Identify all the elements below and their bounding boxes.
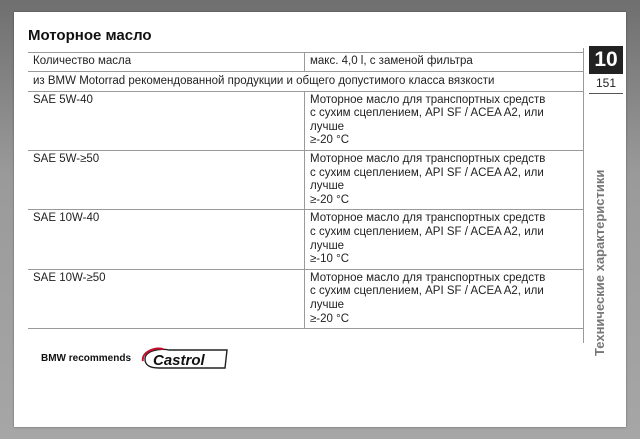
table-row <box>28 53 584 72</box>
oil-spec-table <box>28 52 584 329</box>
desc-line: лучше <box>310 239 345 252</box>
oil-description <box>305 269 585 328</box>
temperature-limit: ≥-20 °C <box>310 193 350 206</box>
desc-line: лучше <box>310 120 345 133</box>
oil-description <box>305 150 585 209</box>
oil-grade: SAE 5W-40 <box>28 91 305 150</box>
desc-line: лучше <box>310 298 345 311</box>
oil-description <box>305 210 585 269</box>
desc-line: Моторное масло для транспортных средств <box>310 212 546 225</box>
chapter-title-vertical: Технические характеристики <box>592 169 607 356</box>
desc-line: Моторное масло для транспортных средств <box>310 152 546 165</box>
desc-line: с сухим сцеплением, API SF / ACEA A2, или <box>310 225 544 238</box>
desc-line: с сухим сцеплением, API SF / ACEA A2, или <box>310 285 544 298</box>
sidebar-divider <box>583 48 584 343</box>
temperature-limit: ≥-20 °C <box>310 134 350 147</box>
oil-quantity-label: Количество масла <box>28 53 305 72</box>
table-row <box>28 91 584 150</box>
section-title: Моторное масло <box>28 27 152 44</box>
table-row <box>28 210 584 269</box>
desc-line: Моторное масло для транспортных средств <box>310 93 546 106</box>
recommendation-note: из BMW Motorrad рекомендованной продукции и общего допустимого класса вязкости <box>28 71 584 91</box>
castrol-logo-text: Castrol <box>153 352 205 369</box>
temperature-limit: ≥-10 °C <box>310 253 350 266</box>
page-number: 151 <box>595 76 617 90</box>
oil-description <box>305 91 585 150</box>
bmw-recommends-label: BMW recommends <box>41 353 132 364</box>
desc-line: лучше <box>310 180 345 193</box>
desc-line: с сухим сцеплением, API SF / ACEA A2, или <box>310 107 544 120</box>
chapter-number: 10 <box>589 46 623 74</box>
temperature-limit: ≥-20 °C <box>310 312 350 325</box>
oil-quantity-value: макс. 4,0 l, с заменой фильтра <box>305 53 585 72</box>
page-number-rule <box>589 93 623 94</box>
desc-line: с сухим сцеплением, API SF / ACEA A2, или <box>310 166 544 179</box>
desc-line: Моторное масло для транспортных средств <box>310 271 546 284</box>
table-row <box>28 269 584 328</box>
oil-grade: SAE 5W-≥50 <box>28 150 305 209</box>
oil-grade: SAE 10W-≥50 <box>28 269 305 328</box>
castrol-logo-icon <box>139 347 231 371</box>
table-row <box>28 71 584 91</box>
table-row <box>28 150 584 209</box>
oil-grade: SAE 10W-40 <box>28 210 305 269</box>
